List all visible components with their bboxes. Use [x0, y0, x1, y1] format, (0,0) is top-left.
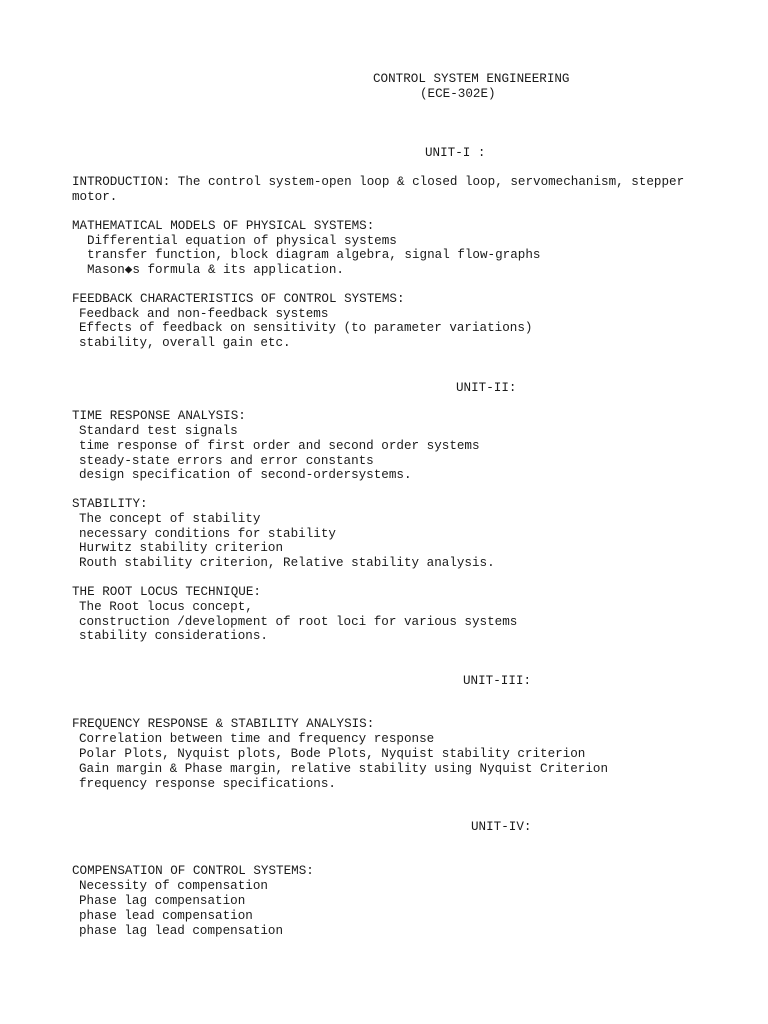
list-item: Mason◆s formula & its application.	[87, 263, 344, 277]
unit-4-heading: UNIT-IV:	[471, 820, 532, 834]
list-item: The concept of stability	[79, 512, 261, 526]
list-item: stability considerations.	[79, 629, 268, 643]
section-heading-stability: STABILITY:	[72, 497, 148, 511]
list-item: stability, overall gain etc.	[79, 336, 291, 350]
list-item: Routh stability criterion, Relative stability analysis.	[79, 556, 495, 570]
list-item: construction /development of root loci for various systems	[79, 615, 518, 629]
list-item: Necessity of compensation	[79, 879, 268, 893]
list-item: Correlation between time and frequency response	[79, 732, 435, 746]
list-item: necessary conditions for stability	[79, 527, 336, 541]
course-code: (ECE-302E)	[420, 87, 496, 101]
list-item: Feedback and non-feedback systems	[79, 307, 329, 321]
section-heading-math-models: MATHEMATICAL MODELS OF PHYSICAL SYSTEMS:	[72, 219, 375, 233]
section-heading-time-response: TIME RESPONSE ANALYSIS:	[72, 409, 246, 423]
list-item: Phase lag compensation	[79, 894, 246, 908]
section-heading-feedback: FEEDBACK CHARACTERISTICS OF CONTROL SYSTEMS:	[72, 292, 405, 306]
unit-3-heading: UNIT-III:	[463, 674, 532, 688]
document-title: CONTROL SYSTEM ENGINEERING	[373, 72, 570, 86]
list-item: frequency response specifications.	[79, 777, 336, 791]
list-item: phase lag lead compensation	[79, 924, 284, 938]
list-item: time response of first order and second order systems	[79, 439, 480, 453]
introduction-line: INTRODUCTION: The control system-open loop & closed loop, servomechanism, stepper	[72, 175, 685, 189]
list-item: Gain margin & Phase margin, relative stability using Nyquist Criterion	[79, 762, 609, 776]
unit-2-heading: UNIT-II:	[456, 381, 517, 395]
list-item: Differential equation of physical systems	[87, 234, 397, 248]
list-item: transfer function, block diagram algebra, signal flow-graphs	[87, 248, 541, 262]
section-heading-root-locus: THE ROOT LOCUS TECHNIQUE:	[72, 585, 261, 599]
list-item: phase lead compensation	[79, 909, 253, 923]
unit-1-heading: UNIT-I :	[425, 146, 486, 160]
list-item: design specification of second-ordersystems.	[79, 468, 412, 482]
section-heading-frequency-response: FREQUENCY RESPONSE & STABILITY ANALYSIS:	[72, 717, 375, 731]
list-item: Effects of feedback on sensitivity (to parameter variations)	[79, 321, 533, 335]
list-item: The Root locus concept,	[79, 600, 253, 614]
list-item: Standard test signals	[79, 424, 238, 438]
introduction-line-continued: motor.	[72, 190, 118, 204]
list-item: Hurwitz stability criterion	[79, 541, 284, 555]
section-heading-compensation: COMPENSATION OF CONTROL SYSTEMS:	[72, 864, 314, 878]
list-item: Polar Plots, Nyquist plots, Bode Plots, Nyquist stability criterion	[79, 747, 586, 761]
list-item: steady-state errors and error constants	[79, 454, 374, 468]
